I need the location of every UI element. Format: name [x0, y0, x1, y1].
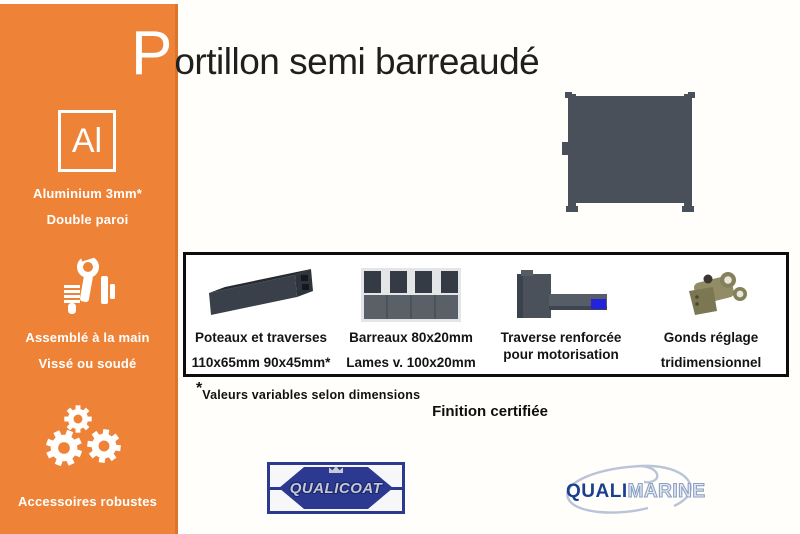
feature-traverse: [486, 255, 636, 374]
feature-gonds: [636, 255, 786, 374]
sidebar-label-visse: Vissé ou soudé: [38, 356, 137, 371]
gate-panel-inset: [582, 178, 678, 198]
feature-barreaux: [336, 255, 486, 374]
gate-handle-icon: [570, 147, 590, 149]
hinge-image: [671, 267, 751, 323]
feature-caption: 110x65mm 90x45mm*: [191, 355, 331, 370]
gate-rail: [576, 96, 684, 103]
marine-text: MARINE: [627, 481, 706, 502]
sidebar-label-assemble: Assemblé à la main: [25, 330, 150, 345]
gate-bars: [576, 103, 684, 173]
feature-caption: Lames v. 100x20mm: [346, 355, 476, 370]
motorization-rail-image: [505, 266, 617, 324]
title-initial: P: [131, 19, 173, 88]
feature-caption: Barreaux 80x20mm: [349, 330, 473, 345]
feature-caption: Gonds réglage: [663, 330, 759, 345]
sidebar-label-aluminium: Aluminium 3mm*: [33, 186, 142, 201]
feature-caption: pour motorisation: [503, 347, 619, 362]
qualimarine-logo: [556, 460, 716, 522]
feature-caption: Poteaux et traverses: [194, 330, 328, 345]
gate-lock-icon: [562, 142, 570, 155]
aluminium-badge-icon: [58, 110, 116, 172]
feature-caption: Traverse renforcée: [500, 330, 622, 345]
gate-illustration: [565, 92, 695, 214]
footnote-text: Valeurs variables selon dimensions: [202, 388, 421, 402]
feature-poteaux: [186, 255, 336, 374]
qualimarine-wordmark: [566, 481, 706, 503]
sidebar-label-accessoires: Accessoires robustes: [17, 494, 158, 509]
qualicoat-logo: [267, 462, 405, 514]
title-text: ortillon semi barreaudé: [174, 41, 540, 82]
footnote: [196, 380, 420, 404]
gate-foot: [682, 206, 694, 212]
al-symbol: Al: [71, 121, 103, 160]
aluminium-profile-image: [201, 269, 321, 321]
sidebar-label-double-paroi: Double paroi: [46, 212, 129, 227]
wrench-tools-icon: [56, 254, 118, 318]
page-title: [131, 20, 539, 88]
certified-finish-label: Finition certifiée: [432, 403, 548, 420]
feature-caption: tridimensionnel: [660, 355, 762, 370]
footnote-star: *: [196, 380, 203, 397]
bars-and-slats-image: [361, 268, 461, 322]
features-box: [183, 252, 789, 377]
quali-text: QUALI: [566, 481, 628, 502]
gate-post: [684, 94, 692, 206]
gate-foot: [566, 206, 578, 212]
gears-icon: [40, 402, 134, 476]
qualicoat-wordmark: QUALICOAT: [289, 479, 383, 497]
